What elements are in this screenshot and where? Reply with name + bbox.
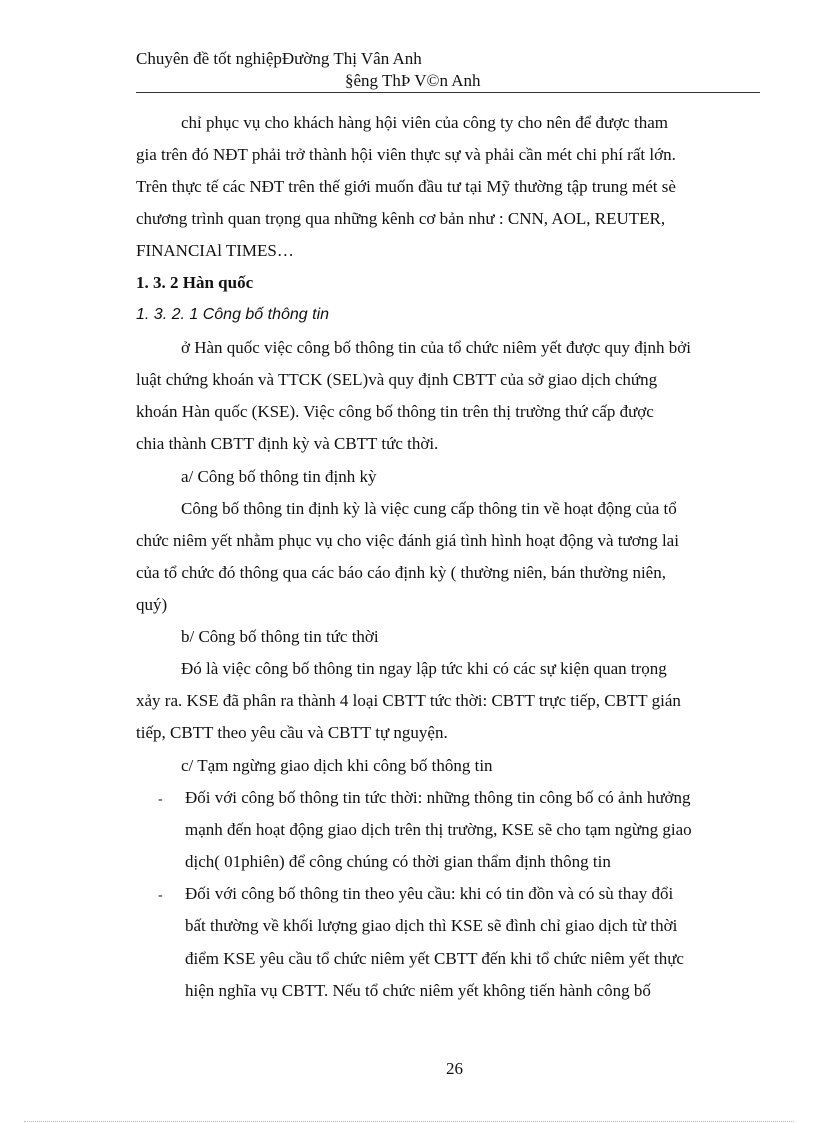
paragraph-line: Công bố thông tin định kỳ là việc cung cấp thông tin về hoạt động của tổ [181,499,677,518]
paragraph-line: xảy ra. KSE đã phân ra thành 4 loại CBTT tức thời: CBTT trực tiếp, CBTT gián [136,691,681,710]
header-divider [136,92,760,93]
paragraph-line: khoán Hàn quốc (KSE). Việc công bố thông tin trên thị trường thứ cấp được [136,402,654,421]
paragraph-line: quý) [136,595,168,614]
section-heading: 1. 3. 2 Hàn quốc [136,273,254,292]
page-bottom-edge [24,1121,794,1122]
paragraph-line: chương trình quan trọng qua những kênh cơ bản như : CNN, AOL, REUTER, [136,209,666,228]
subsection-heading: 1. 3. 2. 1 Công bố thông tin [136,306,330,323]
header-author-garbled: §êng ThÞ V©n Anh [345,71,481,90]
bullet-line: điểm KSE yêu cầu tổ chức niêm yết CBTT đến khi tổ chức niêm yết thực [185,949,684,968]
paragraph-line: chia thành CBTT định kỳ và CBTT tức thời. [136,434,439,453]
paragraph-line: gia trên đó NĐT phải trở thành hội viên thực sự và phải cần mét chi phí rất lớn. [136,145,676,164]
bullet-line: dịch( 01phiên) để công chúng có thời gian thẩm định thông tin [185,852,611,871]
bullet-line: bất thường về khối lượng giao dịch thì KSE sẽ đình chỉ giao dịch từ thời [185,916,678,935]
bullet-line: mạnh đến hoạt động giao dịch trên thị trường, KSE sẽ cho tạm ngừng giao [185,820,692,839]
paragraph-line: của tổ chức đó thông qua các báo cáo định kỳ ( thường niên, bán thường niên, [136,563,666,582]
sub-heading-a: a/ Công bố thông tin định kỳ [181,467,377,486]
paragraph-line: chức niêm yết nhằm phục vụ cho việc đánh giá tình hình hoạt động và tương lai [136,531,679,550]
bullet-line: hiện nghĩa vụ CBTT. Nếu tổ chức niêm yết không tiến hành công bố [185,981,651,1000]
sub-heading-c: c/ Tạm ngừng giao dịch khi công bố thông tin [181,756,493,775]
header-title: Chuyên đề tốt nghiệpĐường Thị Vân Anh [136,49,422,68]
sub-heading-b: b/ Công bố thông tin tức thời [181,627,379,646]
bullet-marker: - [158,792,163,807]
bullet-line: Đối với công bố thông tin tức thời: những thông tin công bố có ảnh hưởng [185,788,691,807]
page-number: 26 [446,1059,463,1078]
bullet-marker: - [158,888,163,903]
paragraph-line: chỉ phục vụ cho khách hàng hội viên của công ty cho nên để được tham [181,113,668,132]
paragraph-line: Trên thực tế các NĐT trên thế giới muốn đầu tư tại Mỹ thường tập trung mét sè [136,177,676,196]
paragraph-line: luật chứng khoán và TTCK (SEL)và quy định CBTT của sở giao dịch chứng [136,370,658,389]
paragraph-line: ở Hàn quốc việc công bố thông tin của tổ chức niêm yết được quy định bởi [181,338,691,357]
bullet-line: Đối với công bố thông tin theo yêu cầu: khi có tin đồn và có sù thay đổi [185,884,674,903]
paragraph-line: Đó là việc công bố thông tin ngay lập tức khi có các sự kiện quan trọng [181,659,667,678]
paragraph-line: tiếp, CBTT theo yêu cầu và CBTT tự nguyện. [136,723,448,742]
paragraph-line: FINANCIAl TIMES… [136,241,294,260]
